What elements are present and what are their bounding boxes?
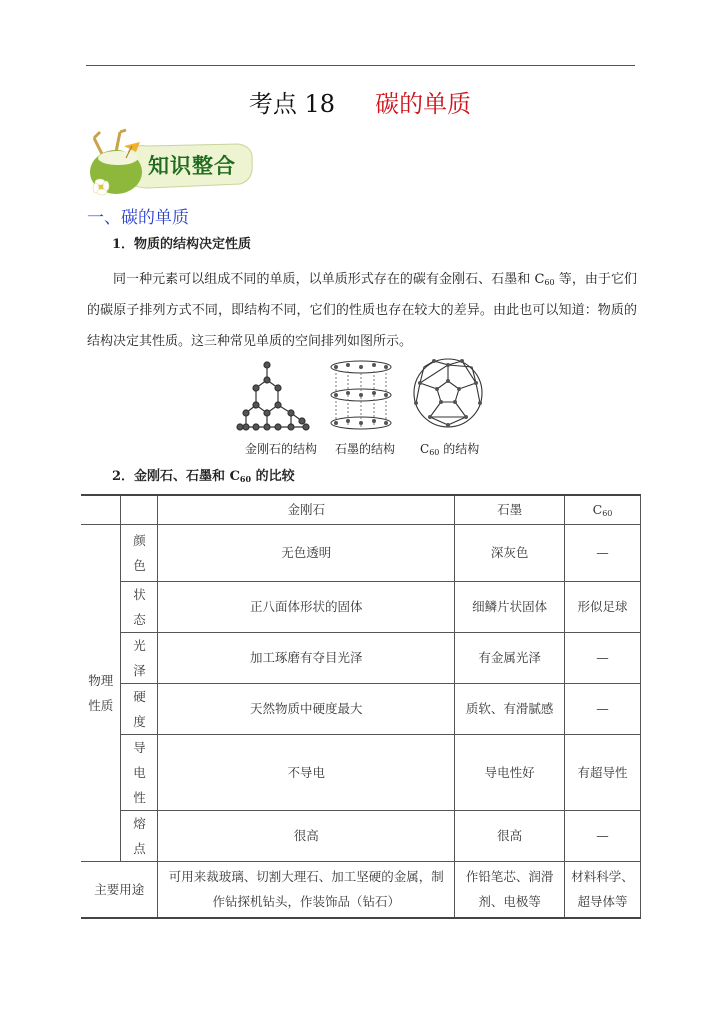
badge-label: 知识整合: [148, 153, 236, 178]
c60-caption-c: C: [420, 442, 430, 456]
usage-c60-line-1: 材料科学、: [571, 869, 634, 885]
subsection-heading-1: 1．物质的结构决定性质: [112, 237, 252, 252]
table-header-row: [81, 495, 641, 524]
graphite-cell: 有金属光泽: [455, 632, 565, 683]
usage-diamond-line-1: 可用来裁玻璃、切割大理石、加工坚硬的金属，制: [168, 869, 444, 885]
header-rule: [86, 65, 635, 66]
usage-label: 主要用途: [81, 861, 158, 918]
usage-c60-line-2: 超导体等: [577, 894, 628, 910]
diamond-cell: 正八面体形状的固体: [158, 581, 455, 632]
usage-graphite-line-2: 剂、电极等: [478, 894, 541, 910]
graphite-cell: 很高: [455, 810, 565, 861]
table-row-usage: [81, 861, 641, 918]
header-diamond: 金刚石: [158, 495, 455, 524]
usage-c60: [565, 861, 641, 918]
graphite-cell: 深灰色: [455, 524, 565, 581]
property-label: 状 态: [121, 581, 158, 632]
usage-diamond: [158, 861, 455, 918]
graphite-cell: 质软、有滑腻感: [455, 683, 565, 734]
title-prefix: 考点 18: [248, 90, 336, 118]
header-c60-c: C: [592, 502, 603, 518]
section-heading: 一、碳的单质: [87, 208, 189, 228]
diamond-cell: 加工琢磨有夺目光泽: [158, 632, 455, 683]
table-row: [81, 581, 641, 632]
c60-caption-sub: 60: [429, 448, 440, 457]
page-title: [0, 86, 720, 122]
para-text-a: 同一种元素可以组成不同的单质，以单质形式存在的碳有金刚石、石墨和 C: [113, 272, 545, 287]
property-label: 光 泽: [121, 632, 158, 683]
table-row: [81, 734, 641, 810]
header-blank-1: [81, 495, 121, 524]
group-label-line-1: 物理: [88, 672, 114, 688]
header-blank-2: [121, 495, 158, 524]
diamond-cell: 无色透明: [158, 524, 455, 581]
sub2-text-a: 2．金刚石、石墨和 C: [112, 469, 240, 484]
usage-diamond-line-2: 作钻探机钻头，作装饰品（钻石）: [212, 894, 401, 910]
diamond-cell: 很高: [158, 810, 455, 861]
para-text-b: 等，由于它们的碳原子排列方式不同，即结构不同，它们的性质也存在较大的差异。由此也可以知道：物质的结构决定其性质。这三种常见单质的空间排列如图所示。: [87, 272, 637, 349]
title-topic: 碳的单质: [375, 90, 472, 118]
c60-cell: —: [565, 683, 641, 734]
c60-cell: —: [565, 524, 641, 581]
table-row: [81, 632, 641, 683]
diamond-cell: 天然物质中硬度最大: [158, 683, 455, 734]
graphite-cell: 细鳞片状固体: [455, 581, 565, 632]
subsection-heading-2: [112, 466, 295, 488]
figure-caption-c60: [420, 440, 479, 458]
c60-caption-rest: 的结构: [439, 442, 480, 456]
header-c60: [565, 495, 641, 524]
intro-paragraph: [87, 264, 637, 357]
graphite-cell: 导电性好: [455, 734, 565, 810]
diamond-cell: 不导电: [158, 734, 455, 810]
carbon-structures-figure: [236, 355, 486, 435]
property-label: 硬 度: [121, 683, 158, 734]
c60-structure-icon: [414, 359, 482, 427]
property-label: 熔 点: [121, 810, 158, 861]
para-subscript: 60: [544, 278, 555, 287]
knowledge-badge: [88, 128, 256, 196]
group-label-line-2: 性质: [88, 697, 114, 713]
c60-cell: 有超导性: [565, 734, 641, 810]
header-graphite: 石墨: [455, 495, 565, 524]
c60-cell: 形似足球: [565, 581, 641, 632]
c60-cell: —: [565, 632, 641, 683]
property-label: 导 电 性: [121, 734, 158, 810]
figure-caption-graphite: 石墨的结构: [335, 442, 396, 456]
c60-cell: —: [565, 810, 641, 861]
table-row: [81, 683, 641, 734]
header-c60-sub: 60: [602, 509, 613, 519]
usage-graphite: [455, 861, 565, 918]
sub2-subscript: 60: [239, 474, 252, 484]
property-label: 颜 色: [121, 524, 158, 581]
group-label-physical: [81, 524, 121, 861]
figure-caption-diamond: 金刚石的结构: [245, 442, 318, 456]
table-row: [81, 524, 641, 581]
usage-graphite-line-1: 作铅笔芯、润滑: [465, 869, 554, 885]
sub2-text-b: 的比较: [251, 469, 295, 484]
graphite-structure-icon: [331, 361, 391, 429]
diamond-structure-icon: [237, 362, 309, 430]
comparison-table: [81, 494, 641, 919]
table-row: [81, 810, 641, 861]
